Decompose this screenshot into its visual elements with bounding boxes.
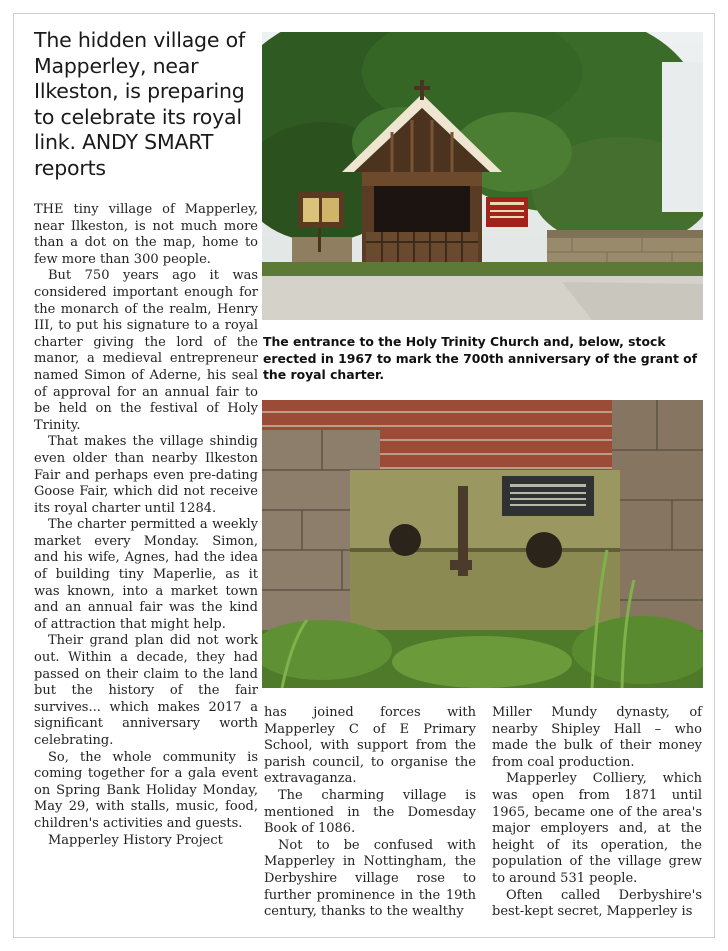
paragraph: Mapperley Colliery, which was open from 1871 until 1965, became one of the area's major employers and, at the height of its operation, the population of the village grew to around 531 people.	[492, 771, 702, 886]
headline: The hidden village of Mapperley, near Ilkeston, is preparing to celebrate its royal link. ANDY SMART reports	[34, 28, 245, 180]
paragraph: has joined forces with Mapperley C of E Primary School, with support from the parish council, to organise the extravaganza.	[264, 705, 476, 787]
village-stocks-photo	[262, 400, 703, 688]
paragraph: Miller Mundy dynasty, of nearby Shipley Hall – who made the bulk of their money from coal production.	[492, 705, 702, 770]
paragraph: Their grand plan did not work out. Within a decade, they had passed on their claim to the land but the history of the fair survives... which makes 2017 a significant anniversary worth celebrating.	[34, 633, 258, 748]
newspaper-page	[13, 13, 715, 938]
paragraph: Not to be confused with Mapperley in Nottingham, the Derbyshire village rose to further prominence in the 19th century, thanks to the wealthy	[264, 837, 476, 920]
paragraph: Mapperley History Project	[48, 832, 223, 848]
paragraph: But 750 years ago it was considered important enough for the monarch of the realm, Henry III, to put his signature to a royal charter giving the lord of the manor, a medieval entrepreneur named Simon of Aderne, his seal of approval for an annual fair to be held on the festival of Holy Trinity.	[34, 268, 258, 433]
article-column-3	[492, 705, 702, 921]
photo-caption: The entrance to the Holy Trinity Church and, below, stock erected in 1967 to mark the 700th anniversary of the grant of the royal charter.	[263, 334, 698, 383]
church-lychgate-photo	[262, 32, 703, 320]
paragraph: The charming village is mentioned in the Domesday Book of 1086.	[264, 787, 476, 837]
paragraph: Often called Derbyshire's best-kept secret, Mapperley is	[492, 887, 702, 920]
article-column-1	[34, 202, 258, 849]
stocks-illustration	[262, 400, 703, 688]
church-lychgate-illustration	[262, 32, 703, 320]
paragraph: The charter permitted a weekly market every Monday. Simon, and his wife, Agnes, had the idea of building tiny Maperlie, as it was known, into a market town and an annual fair was the kind of attraction that might help.	[34, 517, 258, 632]
paragraph: That makes the village shindig even older than nearby Ilkeston Fair and perhaps even pre-dating Goose Fair, which did not receive its royal charter until 1284.	[34, 434, 258, 516]
paragraph: So, the whole community is coming together for a gala event on Spring Bank Holiday Monday, May 29, with stalls, music, food, children's activities and guests.	[34, 749, 258, 831]
paragraph: THE tiny village of Mapperley, near Ilkeston, is not much more than a dot on the map, home to few more than 300 people.	[34, 202, 258, 267]
article-column-2	[264, 705, 476, 921]
